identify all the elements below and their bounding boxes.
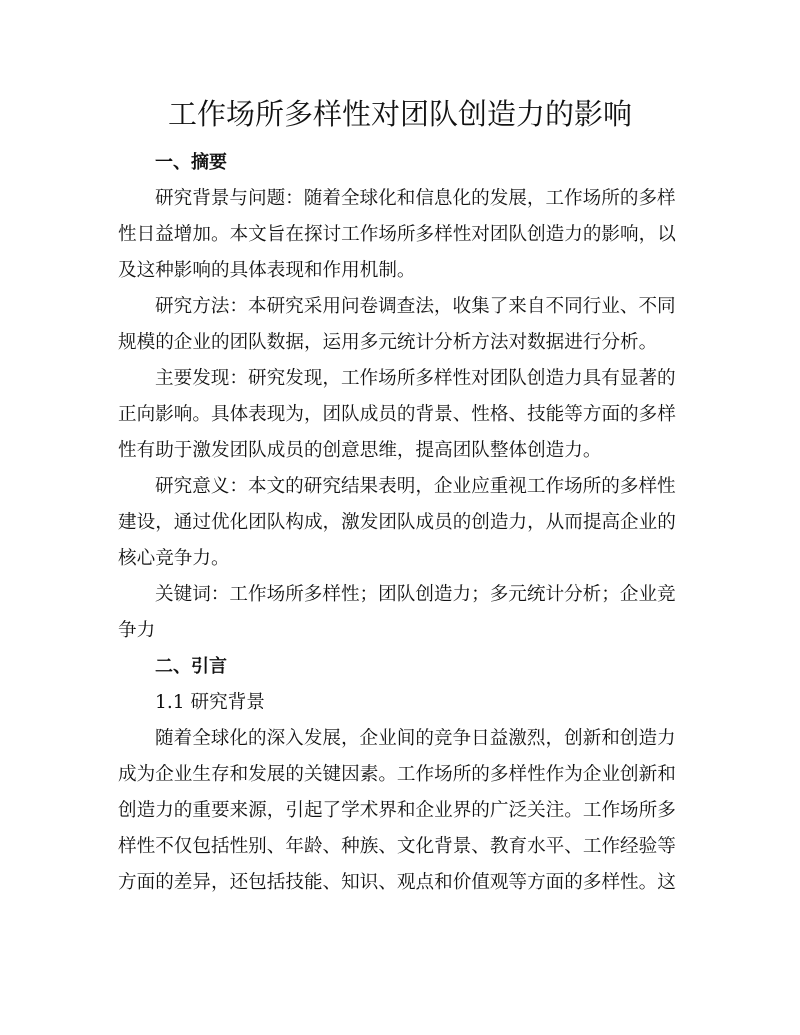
text-line: 随着全球化的深入发展，企业间的竞争日益激烈，创新和创造力: [155, 728, 676, 749]
text-line: 核心竞争力。: [118, 548, 230, 569]
text-line: 研究背景与问题：随着全球化和信息化的发展，工作场所的多样: [155, 188, 676, 209]
text-line: 关键词：工作场所多样性；团队创造力；多元统计分析；企业竞: [155, 584, 676, 605]
text-line: 主要发现：研究发现，工作场所多样性对团队创造力具有显著的: [155, 368, 676, 389]
text-line: 正向影响。具体表现为，团队成员的背景、性格、技能等方面的多样: [118, 404, 676, 425]
text-line: 研究意义：本文的研究结果表明，企业应重视工作场所的多样性: [155, 476, 676, 497]
document-body: [118, 145, 688, 901]
text-line: 规模的企业的团队数据，运用多元统计分析方法对数据进行分析。: [118, 332, 658, 353]
section-heading: 二、引言: [155, 656, 227, 677]
text-line: 成为企业生存和发展的关键因素。工作场所的多样性作为企业创新和: [118, 764, 676, 785]
text-line: 方面的差异，还包括技能、知识、观点和价值观等方面的多样性。这: [118, 872, 676, 893]
text-line: 建设，通过优化团队构成，激发团队成员的创造力，从而提高企业的: [118, 512, 676, 533]
section-heading: 一、摘要: [155, 152, 227, 173]
text-line: 创造力的重要来源，引起了学术界和企业界的广泛关注。工作场所多: [118, 800, 676, 821]
text-line: 样性不仅包括性别、年龄、种族、文化背景、教育水平、工作经验等: [118, 836, 676, 857]
text-line: 争力: [118, 620, 156, 641]
text-line: 性有助于激发团队成员的创意思维，提高团队整体创造力。: [118, 440, 602, 461]
text-line: 及这种影响的具体表现和作用机制。: [118, 260, 416, 281]
text-line: 1.1 研究背景: [155, 692, 265, 713]
text-line: 研究方法：本研究采用问卷调查法，收集了来自不同行业、不同: [155, 296, 676, 317]
text-line: 性日益增加。本文旨在探讨工作场所多样性对团队创造力的影响，以: [118, 224, 676, 245]
document-title: 工作场所多样性对团队创造力的影响: [167, 97, 632, 131]
